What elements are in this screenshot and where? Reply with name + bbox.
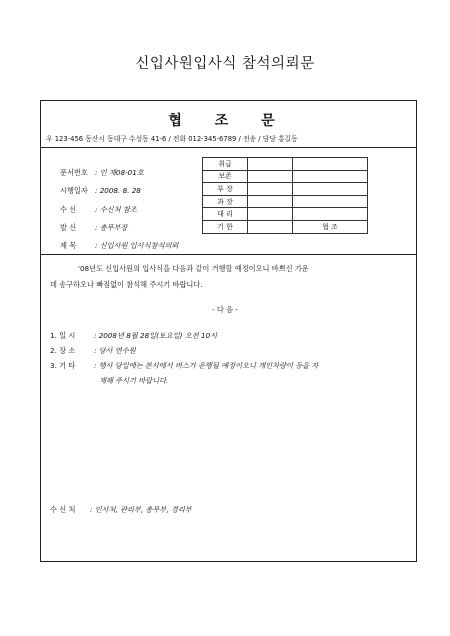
- sender-value: : 총무부장: [95, 223, 128, 232]
- document-title: 신입사원입사식 참석의뢰문: [135, 56, 315, 72]
- item-label: 1. 일 시: [50, 331, 76, 340]
- doc-number-value: : 인 제08-01호: [95, 168, 144, 177]
- approval-row-label: 대 리: [203, 208, 248, 221]
- doc-number-label: 문서번호: [60, 168, 88, 177]
- approval-row-label: 기 한: [203, 220, 248, 233]
- body-text-line: '08년도 신입사원의 입사식을 다음과 같이 거행할 예정이오니 바쁘신 가운: [78, 264, 309, 273]
- center-heading: - 다 음 -: [212, 305, 238, 314]
- divider: [40, 147, 417, 148]
- approval-row-label: 부 장: [203, 183, 248, 196]
- divider: [40, 254, 417, 255]
- cooperation-cell: 협 조: [293, 220, 368, 233]
- item-value: : 행사 당일에는 본사에서 버스가 운행될 예정이오니 개인차량이 등을 자: [94, 361, 319, 370]
- form-title: 협 조 문: [168, 113, 289, 129]
- body-text-line: 데 송구하오나 빠짐없이 참석해 주시기 바랍니다.: [50, 280, 203, 289]
- issue-date-label: 시행일자: [60, 186, 88, 195]
- item-label: 2. 장 소: [50, 346, 76, 355]
- sender-address-line: 우 123-456 동산시 동대구 수성동 41-6 / 전화 012-345-6789 / 전송 / 담당 홍길동: [46, 135, 298, 143]
- recipient-value: : 수신처 참조: [95, 205, 137, 214]
- item-value-continued: 제해 주시기 바랍니다.: [99, 376, 169, 385]
- item-value: : 2008년 8월 28일(토요일) 오전 10시: [94, 331, 218, 340]
- issue-date-value: : 2008. 8. 28: [95, 186, 141, 195]
- subject-value: : 신입사원 입사식참석의뢰: [95, 241, 179, 250]
- recipient-label: 수 신: [60, 205, 77, 214]
- recipients-value: : 인사처, 관리부, 총무부, 경리부: [90, 505, 192, 514]
- item-label: 3. 기 타: [50, 361, 76, 370]
- approval-table: [202, 157, 368, 234]
- item-value: : 당사 연수원: [94, 346, 136, 355]
- sender-label: 발 신: [60, 223, 77, 232]
- approval-row-label: 과 장: [203, 195, 248, 208]
- subject-label: 제 목: [60, 241, 77, 250]
- recipients-label: 수 신 처: [50, 505, 76, 514]
- approval-row-label: 보존: [203, 170, 248, 183]
- approval-row-label: 취급: [203, 158, 248, 171]
